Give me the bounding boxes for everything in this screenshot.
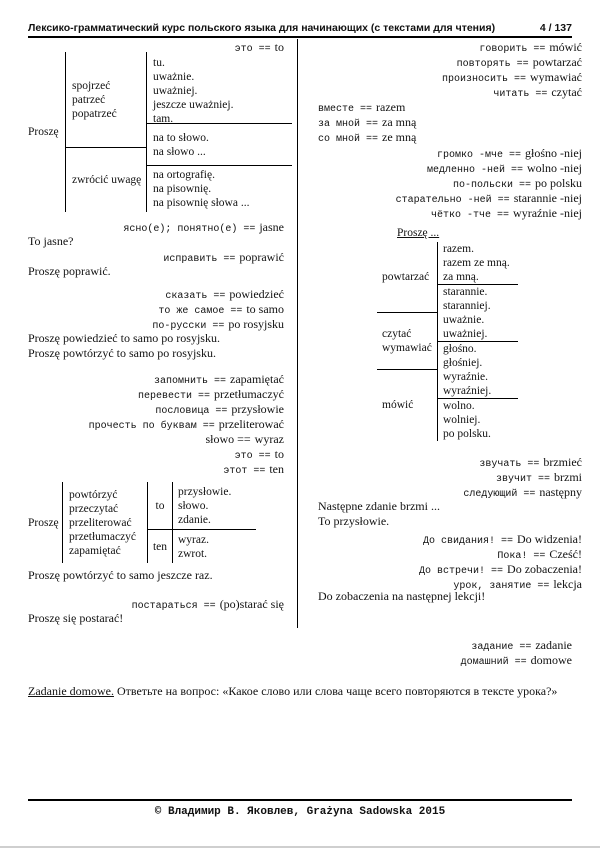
vocab-translation: przeliterować <box>218 417 284 431</box>
table3-group-3 <box>438 342 518 399</box>
text-line: spojrzeć <box>72 79 111 92</box>
vocab-translation: zapamiętać <box>230 372 284 386</box>
text-line: starannie. <box>443 286 488 298</box>
vocab-translation: powtarzać <box>532 55 582 69</box>
vocab-translation: wymawiać <box>530 70 582 84</box>
text-line: po polsku. <box>443 428 491 440</box>
vocab-translation: starannie -niej <box>513 191 582 205</box>
table3-adverb-column <box>438 242 518 441</box>
vocab-translation: zadanie <box>535 638 572 652</box>
page-header <box>28 22 572 38</box>
vocab-pair <box>310 54 582 69</box>
table1-prosze-cell <box>28 52 66 212</box>
vocab-pair <box>310 205 582 220</box>
table3-group-4 <box>438 399 518 441</box>
vocab-pair <box>310 561 582 576</box>
table2-objects-to <box>173 482 256 529</box>
text-line: wyraźnie. <box>443 371 489 383</box>
table-prosze-powtorzyc <box>28 482 256 563</box>
vocab-source: постараться == <box>131 601 216 612</box>
footer-copyright: © Владимир В. Яковлев, Grażyna Sadowska 2015 <box>154 806 446 818</box>
sentence-jeszcze-raz <box>28 568 213 583</box>
vocab-pair <box>28 446 284 461</box>
text-line: na pisownię. <box>153 183 212 195</box>
homework-title: Zadanie domowe. <box>28 684 114 698</box>
vocab-source: по-русски == <box>152 321 225 332</box>
vocab-pair <box>310 637 572 652</box>
vocab-source: то же самое == <box>158 306 243 317</box>
text-line: uważnie. <box>153 71 195 83</box>
text-line: razem. <box>443 243 474 255</box>
vocab-pair <box>310 190 582 205</box>
vocab-pair <box>318 99 416 114</box>
vocab-translation: to samo <box>246 302 284 316</box>
text-line: tu. <box>153 57 165 69</box>
vocab-source: повторять == <box>456 59 529 70</box>
text-line: Następne zdanie brzmi ... <box>318 499 440 513</box>
text-line: Proszę poprawić. <box>28 264 111 278</box>
text-line: patrzeć <box>72 93 106 106</box>
vocab-source: До свидания! == <box>423 536 514 547</box>
vocab-translation: następny <box>539 485 582 499</box>
vocab-translation: mówić <box>549 40 582 54</box>
vocab-source: произносить == <box>442 74 527 85</box>
vocab-source: громко -мче == <box>436 150 521 161</box>
table3-group-2 <box>438 285 518 342</box>
text-line: przetłumaczyć <box>69 530 137 543</box>
vocab-source: домашний == <box>460 657 527 668</box>
vocab-translation: ten <box>269 462 284 476</box>
vocab-source: урок, занятие == <box>453 581 550 592</box>
table3-label-mowic <box>377 370 437 440</box>
vocab-translation: za mną <box>382 115 417 129</box>
vocab-source: вместе == <box>318 104 373 115</box>
vocab-pair <box>310 652 572 667</box>
vocab-translation: to <box>274 447 284 461</box>
text-line: przeliterować <box>69 516 132 529</box>
vocab-powiedziec <box>28 286 284 331</box>
table2-pron-to <box>148 482 173 529</box>
column-divider <box>297 39 298 628</box>
vocab-postarac <box>28 596 284 611</box>
text-line: przysłowie. <box>178 485 232 498</box>
vocab-pair <box>28 219 284 234</box>
table-prosze-powtarzac <box>377 242 518 441</box>
text-line: na pisownię słowa ... <box>153 197 250 209</box>
text-line: tam. <box>153 113 174 125</box>
vocab-translation: brzmi <box>554 470 582 484</box>
vocab-source: звучать == <box>479 459 540 470</box>
text-line: uważniej. <box>443 328 488 340</box>
table2-pron-ten <box>148 530 173 563</box>
vocab-source: за мной == <box>318 119 379 130</box>
vocab-mowic <box>310 39 582 99</box>
vocab-pair <box>310 145 582 160</box>
vocab-pair <box>310 84 582 99</box>
vocab-translation: domowe <box>530 653 572 667</box>
text-line: wolno. <box>443 400 475 412</box>
vocab-translation: razem <box>376 100 406 114</box>
text-line: Proszę powtórzyć to samo jeszcze raz. <box>28 568 213 582</box>
text-line: na słowo ... <box>153 145 206 158</box>
vocab-translation: po rosyjsku <box>228 317 284 331</box>
vocab-translation: wolno -niej <box>527 161 582 175</box>
vocab-translation: powiedzieć <box>229 287 284 301</box>
text-line: uważniej. <box>153 85 198 97</box>
vocab-source: исправить == <box>163 254 236 265</box>
vocab-translation: głośno -niej <box>525 146 582 160</box>
vocab-pair <box>310 531 582 546</box>
vocab-source: звучит == <box>495 474 550 485</box>
vocab-pair <box>28 416 284 431</box>
vocab-translation: Cześć! <box>549 547 582 561</box>
text-line: czytać <box>382 328 412 340</box>
text-line: głośno. <box>443 343 477 355</box>
vocab-jasne <box>28 219 284 234</box>
sentences-brzmi <box>318 499 440 529</box>
sentence-dozobaczenia <box>318 589 485 604</box>
vocab-translation: przysłowie <box>231 402 284 416</box>
vocab-pair <box>310 160 582 175</box>
vocab-source: читать == <box>493 89 548 100</box>
vocab-source: этот == <box>223 466 266 477</box>
vocab-source: До встречи! == <box>419 566 504 577</box>
vocab-razem <box>318 99 416 144</box>
vocab-source: słowo == <box>205 432 251 446</box>
text-line: wyraźniej. <box>443 385 492 397</box>
table3-label-powtarzac <box>377 242 437 313</box>
vocab-source: следующий == <box>463 489 536 500</box>
text-line: zapamiętać <box>69 544 121 557</box>
vocab-translation: Do zobaczenia! <box>507 562 582 576</box>
vocab-translation: przetłumaczyć <box>214 387 284 401</box>
table1-prosze: Proszę <box>28 126 59 138</box>
table1-zwrocic-uwage: zwrócić uwagę <box>72 174 142 186</box>
table3-group-1 <box>438 242 518 285</box>
vocab-source: запомнить == <box>154 376 227 387</box>
vocab-translation: Do widzenia! <box>517 532 582 546</box>
vocab-poprawic <box>28 249 284 264</box>
homework-line <box>28 684 557 699</box>
text-line: wolniej. <box>443 414 481 426</box>
vocab-source: говорить == <box>479 44 546 55</box>
text-line: To przysłowie. <box>318 514 390 528</box>
vocab-pair <box>310 469 582 484</box>
text-line: wymawiać <box>382 342 432 354</box>
vocab-source: сказать == <box>165 291 226 302</box>
vocab-translation: jasne <box>259 220 284 234</box>
vocab-pair <box>28 371 284 386</box>
text-line: uważnie. <box>443 314 485 326</box>
text-line: wyraz. <box>178 533 209 546</box>
vocab-pair <box>310 454 582 469</box>
vocab-translation: brzmieć <box>543 455 582 469</box>
table2-right-part <box>148 482 256 563</box>
text-line: jeszcze uważniej. <box>153 99 234 111</box>
table2-group-ten <box>148 530 256 563</box>
vocab-pair <box>28 386 284 401</box>
table3-header: Proszę ... <box>397 227 440 239</box>
table2-verb-column <box>63 482 148 563</box>
text-line: mówić <box>382 399 414 411</box>
text-line: Do zobaczenia na następnej lekcji! <box>318 589 486 603</box>
vocab-dowidzenia <box>310 531 582 591</box>
text-line: Proszę powtórzyć to samo po rosyjsku. <box>28 346 216 360</box>
vocab-translation: ze mną <box>382 130 417 144</box>
vocab-source: со мной == <box>318 134 379 145</box>
vocab-pair <box>28 431 284 446</box>
table2-ten: ten <box>152 540 168 553</box>
vocab-source: пословица == <box>155 406 228 417</box>
table2-objects-ten <box>173 530 256 563</box>
text-line: To jasne? <box>28 234 74 248</box>
vocab-pair <box>28 401 284 416</box>
vocab-pair <box>28 301 284 316</box>
text-line: powtarzać <box>382 271 430 283</box>
footer-rule <box>28 799 572 801</box>
table1-object-column <box>147 52 292 212</box>
vocab-source: прочесть по буквам == <box>88 421 215 432</box>
table1-objects-3 <box>147 166 292 212</box>
text-line: Proszę powiedzieć to samo po rosyjsku. <box>28 331 220 345</box>
text-line: na ortografię. <box>153 169 215 181</box>
header-title: Лексико-грамматический курс польского языка для начинающих (с текстами для чтения) <box>28 22 496 34</box>
text-line: na to słowo. <box>153 131 209 144</box>
vocab-translation: poprawić <box>239 250 284 264</box>
vocab-source: перевести == <box>138 391 211 402</box>
vocab-pair <box>28 461 284 476</box>
vocab-source: по-польски == <box>452 180 531 191</box>
vocab-translation: wyraźnie -niej <box>513 206 582 220</box>
vocab-pair <box>310 39 582 54</box>
page-number: 4 / 137 <box>539 22 572 34</box>
vocab-source: это == <box>234 451 271 462</box>
vocab-pair <box>28 316 284 331</box>
table2-prosze: Proszę <box>28 516 59 529</box>
vocab-pair <box>310 175 582 190</box>
text-line: zwrot. <box>178 547 208 560</box>
vocab-source: старательно -ней == <box>395 195 510 206</box>
text-line: Proszę się postarać! <box>28 611 124 625</box>
vocab-pair <box>318 129 416 144</box>
text-line: popatrzeć <box>72 107 117 120</box>
text-line: powtórzyć <box>69 488 118 501</box>
vocab-brzmiec <box>310 454 582 499</box>
text-line: staranniej. <box>443 300 491 312</box>
table2-prosze-cell <box>28 482 63 563</box>
vocab-pair <box>310 484 582 499</box>
table1-verbs-look <box>66 52 146 148</box>
vocab-translation: czytać <box>551 85 582 99</box>
vocab-pair <box>28 596 284 611</box>
table-prosze-spojrzec <box>28 52 292 212</box>
vocab-source: ясно(е); понятно(е) == <box>123 224 256 235</box>
text-line: razem ze mną. <box>443 257 510 269</box>
table2-group-to <box>148 482 256 530</box>
vocab-pair <box>28 286 284 301</box>
vocab-source: задание == <box>471 642 532 653</box>
sentence-postarac <box>28 611 123 626</box>
vocab-translation: wyraz <box>254 432 284 446</box>
vocab-pair <box>310 546 582 561</box>
sentence-poprawic <box>28 264 111 279</box>
text-line: za mną. <box>443 271 479 283</box>
table3-label-czytac-wymawiac <box>377 313 437 370</box>
vocab-glosno <box>310 145 582 220</box>
vocab-source: медленно -ней == <box>426 165 523 176</box>
vocab-pair <box>28 249 284 264</box>
table1-verb-column <box>66 52 147 212</box>
table1-objects-2 <box>147 124 292 166</box>
vocab-translation: po polsku <box>534 176 582 190</box>
vocab-zapamietac <box>28 371 284 476</box>
text-line: przeczytać <box>69 502 119 515</box>
sentences-po-rosyjsku <box>28 331 220 361</box>
vocab-source: это == <box>234 44 271 55</box>
text-line: zdanie. <box>178 513 211 526</box>
vocab-pair <box>310 69 582 84</box>
text-line: głośniej. <box>443 357 483 369</box>
vocab-translation: lekcja <box>553 577 582 591</box>
vocab-pair <box>318 114 416 129</box>
vocab-zadanie <box>310 637 572 667</box>
vocab-translation: to <box>274 40 284 54</box>
table1-verb-attention <box>66 148 146 212</box>
table3-verb-column <box>377 242 438 441</box>
vocab-source: чётко -тче == <box>431 210 510 221</box>
table1-objects-1 <box>147 52 292 124</box>
text-line: słowo. <box>178 499 209 512</box>
vocab-source: Пока! == <box>497 551 546 562</box>
table2-to: to <box>155 499 165 512</box>
sentence-to-jasne <box>28 234 73 249</box>
homework-text: Ответьте на вопрос: «Какое слово или слова чаще всего повторяются в тексте урока?» <box>116 684 558 698</box>
vocab-translation: (po)starać się <box>219 597 284 611</box>
